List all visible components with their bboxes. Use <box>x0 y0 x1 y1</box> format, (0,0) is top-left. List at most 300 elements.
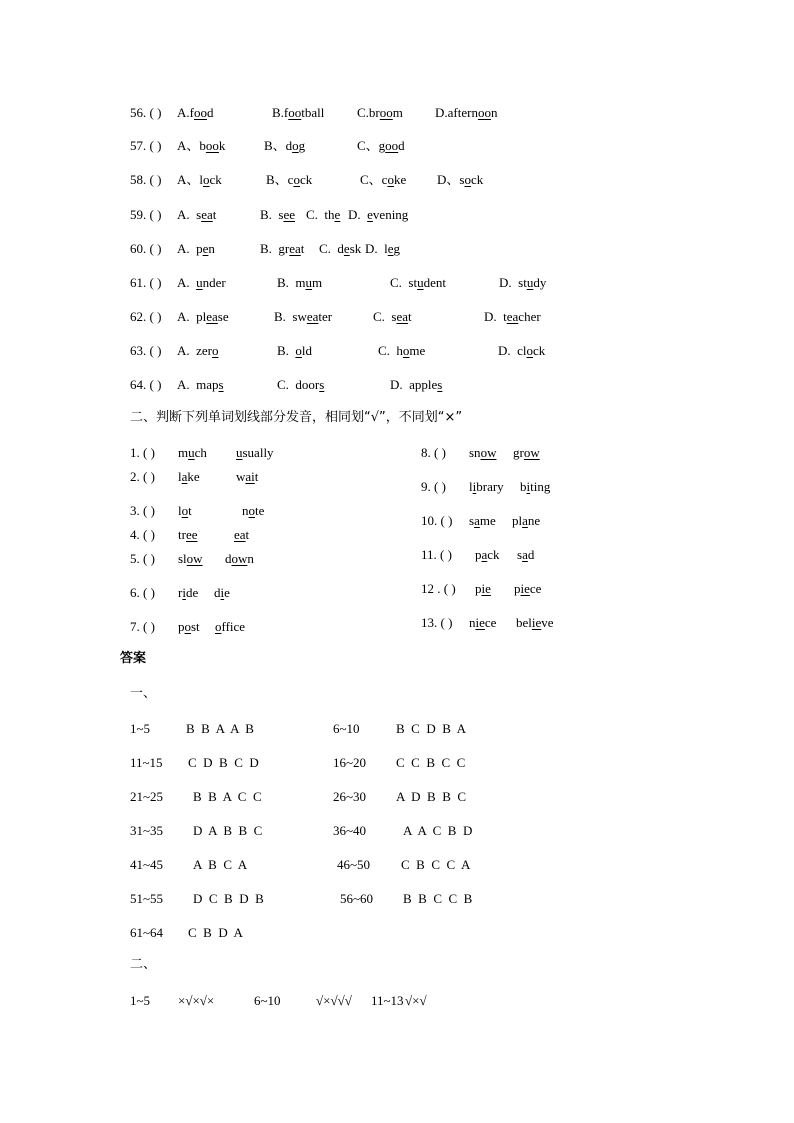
word-underlined-part: ea <box>289 241 301 256</box>
judge-word-1 <box>178 527 198 543</box>
option-text <box>390 275 446 290</box>
question-option <box>357 105 403 121</box>
option-text <box>272 105 324 120</box>
answer-keys: B B A C C <box>193 789 262 804</box>
judge-word-1 <box>469 615 496 631</box>
judge-word-2 <box>242 503 264 519</box>
judge-item-number: 8. ( ) <box>421 445 446 460</box>
word-part: d <box>527 547 535 562</box>
word-underlined-part: a <box>522 513 528 528</box>
word <box>178 527 198 542</box>
judge-word-2 <box>513 445 540 461</box>
word-part: C. d <box>319 241 344 256</box>
word-part: bel <box>516 615 532 630</box>
word-underlined-part: ie <box>481 581 491 596</box>
question-number: 63. ( ) <box>130 343 162 358</box>
word-part: ck <box>299 172 313 187</box>
question-option <box>348 207 408 223</box>
answer-keys: C B D A <box>188 925 243 940</box>
word-underlined-part: o <box>181 503 189 518</box>
word-part: p <box>475 547 482 562</box>
word-underlined-part: ea <box>306 309 319 324</box>
word-part: D. cl <box>498 343 527 358</box>
judge-item-number: 7. ( ) <box>130 619 155 634</box>
word-underlined-part: oo <box>379 105 393 120</box>
word-part: n <box>242 503 249 518</box>
word-part: ve <box>541 615 554 630</box>
word <box>242 503 264 518</box>
answer-range: 6~10 <box>254 993 281 1008</box>
word-part: ne <box>527 513 541 528</box>
judge-item-number: 6. ( ) <box>130 585 155 600</box>
word-part: te <box>255 503 265 518</box>
answer-range: 21~25 <box>130 789 164 804</box>
question-option <box>177 138 225 154</box>
word-part: C、c <box>360 172 388 187</box>
word <box>178 619 200 634</box>
word-part: A、b <box>177 138 206 153</box>
word-underlined-part: ea <box>201 207 213 222</box>
word-underlined-part: o <box>248 503 255 518</box>
word-underlined-part: oo <box>205 138 219 153</box>
word-part: gr <box>513 445 524 460</box>
word-underlined-part: u <box>188 445 195 460</box>
word <box>214 585 230 600</box>
word <box>469 513 496 528</box>
word-underlined-part: e <box>367 207 373 222</box>
question-option <box>177 377 224 393</box>
question-option <box>177 309 229 325</box>
option-text <box>177 241 215 256</box>
word <box>469 479 504 494</box>
word-part: D. <box>348 207 368 222</box>
option-text <box>306 207 340 222</box>
word <box>469 615 496 630</box>
judge-word-1 <box>178 469 200 485</box>
judge-word-1 <box>475 547 500 563</box>
answer-range: 1~5 <box>130 721 151 736</box>
answer-range: 31~35 <box>130 823 164 838</box>
word-underlined-part: e <box>334 207 341 222</box>
judge-word-1 <box>469 479 504 495</box>
word <box>178 503 192 518</box>
option-text <box>499 275 546 290</box>
question-number: 58. ( ) <box>130 172 162 187</box>
word-part: g <box>393 241 401 256</box>
question-option <box>177 343 219 359</box>
word <box>215 619 245 634</box>
word-part: sn <box>469 445 481 460</box>
word-part: ce <box>484 615 497 630</box>
answer-range: 26~30 <box>333 789 367 804</box>
answer-range: 61~64 <box>130 925 164 940</box>
word-part: C. s <box>373 309 397 324</box>
word-part: A. pl <box>177 309 207 324</box>
word-part: t <box>188 503 192 518</box>
word-part: n <box>247 551 254 566</box>
word-part: ting <box>530 479 551 494</box>
question-option <box>357 138 405 154</box>
word-part: ce <box>529 581 542 596</box>
word-underlined-part: i <box>220 585 225 600</box>
question-option <box>365 241 400 257</box>
word-underlined-part: o <box>293 172 300 187</box>
question-number: 57. ( ) <box>130 138 162 153</box>
word-part: A. p <box>177 241 203 256</box>
word <box>469 445 496 460</box>
word-underlined-part: ow <box>523 445 540 460</box>
answer-range: 11~15 <box>130 755 163 770</box>
answer-keys: A B C A <box>193 857 248 872</box>
word-part: B、c <box>266 172 294 187</box>
word-part: me <box>409 343 426 358</box>
judge-word-1 <box>178 503 192 519</box>
word-part: k <box>218 138 226 153</box>
word-underlined-part: e <box>387 241 394 256</box>
word-part: t <box>408 309 412 324</box>
word <box>178 469 200 484</box>
question-number: 56. ( ) <box>130 105 162 120</box>
word <box>516 615 554 630</box>
answers-title: 答案 <box>120 651 147 666</box>
option-text <box>348 207 408 222</box>
word-part: C. door <box>277 377 320 392</box>
word <box>234 527 249 542</box>
option-text <box>498 343 545 358</box>
option-text <box>390 377 442 392</box>
word-part: p <box>514 581 521 596</box>
word-part: A. zer <box>177 343 213 358</box>
word-part: d <box>206 105 214 120</box>
answer-keys: ×√×√× <box>178 993 215 1008</box>
word <box>178 551 203 566</box>
answer-keys: D C B D B <box>193 891 264 906</box>
word-underlined-part: o <box>402 343 410 358</box>
judge-item-number: 10. ( ) <box>421 513 453 528</box>
option-text <box>177 138 225 153</box>
judge-word-1 <box>178 619 200 635</box>
section2-title: 二、判断下列单词划线部分发音，相同划“√”，不同划“×” <box>130 410 463 425</box>
option-text <box>274 309 332 324</box>
word-underlined-part: o <box>526 343 534 358</box>
answer-keys: C B C C A <box>401 857 471 872</box>
word-part: B.f <box>272 105 289 120</box>
option-text <box>277 377 324 392</box>
question-option <box>306 207 340 223</box>
judge-word-1 <box>475 581 491 597</box>
option-text <box>177 207 216 222</box>
judge-item-number: 13. ( ) <box>421 615 453 630</box>
judge-word-2 <box>516 615 554 631</box>
word-part: A.f <box>177 105 194 120</box>
word-part: p <box>475 581 482 596</box>
word-underlined-part: ow <box>186 551 203 566</box>
word-part: A、l <box>177 172 204 187</box>
word-part: D.aftern <box>435 105 478 120</box>
word-part: C、g <box>357 138 386 153</box>
word-part: A. s <box>177 207 202 222</box>
judge-item-number: 12 . ( ) <box>421 581 456 596</box>
word-part: ck <box>487 547 500 562</box>
judge-word-2 <box>520 479 550 495</box>
option-text <box>264 138 305 153</box>
word-underlined-part: ea <box>206 309 218 324</box>
judge-word-1 <box>178 585 198 601</box>
question-option <box>260 241 304 257</box>
option-text <box>357 105 403 120</box>
option-text <box>484 309 541 324</box>
word-part: t <box>245 527 250 542</box>
word-part: ck <box>533 343 546 358</box>
word-part: se <box>217 309 229 324</box>
answer-range: 51~55 <box>130 891 164 906</box>
word-part: s <box>517 547 523 562</box>
word-underlined-part: u <box>526 275 534 290</box>
word-part: tr <box>178 527 186 542</box>
word <box>512 513 540 528</box>
word-part: b <box>520 479 527 494</box>
word-part: m <box>178 445 189 460</box>
word-underlined-part: a <box>522 547 528 562</box>
word-part: C.br <box>357 105 380 120</box>
word <box>178 445 207 460</box>
word <box>236 469 258 484</box>
word <box>475 547 500 562</box>
word-part: D. apple <box>390 377 438 392</box>
question-option <box>274 309 332 325</box>
answer-range: 16~20 <box>333 755 367 770</box>
word-part: de <box>185 585 199 600</box>
word-underlined-part: ow <box>231 551 248 566</box>
word-part: n <box>490 105 498 120</box>
word-underlined-part: o <box>464 172 471 187</box>
option-text <box>357 138 405 153</box>
word-part: me <box>479 513 496 528</box>
word-underlined-part: ea <box>506 309 519 324</box>
answer-keys: √×√√√ <box>316 993 352 1008</box>
word-underlined-part: ow <box>480 445 497 460</box>
word-underlined-part: i <box>472 479 477 494</box>
word-underlined-part: u <box>196 275 203 290</box>
word-underlined-part: oo <box>288 105 302 120</box>
word-part: D. l <box>365 241 388 256</box>
word-part: sk <box>349 241 362 256</box>
word <box>520 479 550 494</box>
answer-keys: √×√ <box>405 993 427 1008</box>
option-text <box>266 172 312 187</box>
word-part: D、s <box>437 172 465 187</box>
question-option <box>437 172 483 188</box>
word <box>513 445 540 460</box>
judge-item-number: 9. ( ) <box>421 479 446 494</box>
option-text <box>177 275 226 290</box>
word-underlined-part: s <box>437 377 443 392</box>
word-part: w <box>236 469 246 484</box>
option-text <box>319 241 361 256</box>
word-underlined-part: e <box>343 241 350 256</box>
word-underlined-part: ee <box>185 527 198 542</box>
option-text <box>378 343 425 358</box>
word-part: p <box>178 619 185 634</box>
answers-part1-label: 一、 <box>130 686 157 701</box>
word-part: C. th <box>306 207 335 222</box>
question-number: 64. ( ) <box>130 377 162 392</box>
word-underlined-part: ie <box>520 581 530 596</box>
word-part: ch <box>194 445 207 460</box>
word-part: d <box>398 138 405 153</box>
answers-part2-label: 二、 <box>130 957 157 972</box>
word-part: D. t <box>484 309 507 324</box>
word-part: C. st <box>390 275 418 290</box>
word-part: d <box>225 551 232 566</box>
question-option <box>264 138 305 154</box>
judge-word-2 <box>236 469 258 485</box>
answer-keys: D A B B C <box>193 823 263 838</box>
word-underlined-part: ai <box>245 469 255 484</box>
judge-word-1 <box>469 445 496 461</box>
word-part: r <box>178 585 183 600</box>
word-part: A. map <box>177 377 219 392</box>
option-text <box>437 172 483 187</box>
word <box>514 581 541 596</box>
word-underlined-part: ea <box>396 309 409 324</box>
word-part: B. gr <box>260 241 290 256</box>
judge-word-1 <box>469 513 496 529</box>
word-underlined-part: oo <box>193 105 207 120</box>
judge-word-2 <box>234 527 249 543</box>
option-text <box>277 343 312 358</box>
question-number: 60. ( ) <box>130 241 162 256</box>
word-part: e <box>224 585 230 600</box>
word-part: dy <box>533 275 547 290</box>
word-part: t <box>254 469 259 484</box>
judge-item-number: 4. ( ) <box>130 527 155 542</box>
answer-range: 11~13 <box>371 993 404 1008</box>
question-option <box>277 377 324 393</box>
word-part: cher <box>518 309 541 324</box>
answer-range: 36~40 <box>333 823 367 838</box>
word-part: D. st <box>499 275 527 290</box>
question-option <box>272 105 324 121</box>
word-part: B. sw <box>274 309 307 324</box>
option-text <box>360 172 406 187</box>
word-part: A. <box>177 275 197 290</box>
word-underlined-part: e <box>202 241 209 256</box>
word-part: m <box>312 275 323 290</box>
word-part: ter <box>318 309 333 324</box>
answer-keys: B B A A B <box>186 721 254 736</box>
word-underlined-part: o <box>387 172 394 187</box>
word-part: sl <box>178 551 187 566</box>
question-number: 62. ( ) <box>130 309 162 324</box>
word-part: sually <box>242 445 274 460</box>
word <box>475 581 491 596</box>
word-underlined-part: oo <box>477 105 491 120</box>
word-underlined-part: o <box>292 138 299 153</box>
word-part: l <box>178 469 182 484</box>
word-underlined-part: u <box>305 275 313 290</box>
judge-word-2 <box>514 581 541 597</box>
word <box>236 445 274 460</box>
question-option <box>260 207 295 223</box>
option-text <box>177 377 224 392</box>
word-part: C. h <box>378 343 403 358</box>
word-part: t <box>300 241 305 256</box>
word-underlined-part: o <box>212 343 219 358</box>
word-part: tball <box>301 105 325 120</box>
answer-keys: B C D B A <box>396 721 467 736</box>
word-underlined-part: a <box>181 469 188 484</box>
question-option <box>177 275 226 291</box>
word-part: ffice <box>221 619 246 634</box>
judge-item-number: 2. ( ) <box>130 469 155 484</box>
answer-range: 1~5 <box>130 993 151 1008</box>
judge-word-1 <box>178 551 203 567</box>
word-underlined-part: ie <box>475 615 485 630</box>
word <box>178 585 198 600</box>
option-text <box>373 309 412 324</box>
answer-keys: C C B C C <box>396 755 466 770</box>
judge-word-2 <box>236 445 274 461</box>
answer-keys: A A C B D <box>403 823 473 838</box>
question-option <box>390 275 446 291</box>
question-option <box>360 172 406 188</box>
answer-keys: B B C C B <box>403 891 473 906</box>
option-text <box>177 343 219 358</box>
word <box>517 547 534 562</box>
word-part: n <box>208 241 215 256</box>
word-part: s <box>469 513 475 528</box>
word-underlined-part: i <box>182 585 186 600</box>
judge-word-2 <box>517 547 534 563</box>
question-option <box>277 343 312 359</box>
judge-word-2 <box>215 619 245 635</box>
question-number: 59. ( ) <box>130 207 162 222</box>
question-option <box>177 207 216 223</box>
word-underlined-part: a <box>481 547 488 562</box>
word-part: m <box>392 105 403 120</box>
word-part: B. s <box>260 207 284 222</box>
word-part: d <box>214 585 221 600</box>
question-option <box>319 241 361 257</box>
question-number: 61. ( ) <box>130 275 162 290</box>
question-option <box>378 343 425 359</box>
option-text <box>260 207 295 222</box>
answer-range: 46~50 <box>337 857 371 872</box>
judge-word-2 <box>214 585 230 601</box>
word-underlined-part: oo <box>385 138 399 153</box>
judge-word-2 <box>225 551 254 567</box>
word-part: vening <box>372 207 409 222</box>
word-underlined-part: ie <box>531 615 542 630</box>
question-option <box>177 241 215 257</box>
judge-word-2 <box>512 513 540 529</box>
word-part: ke <box>393 172 407 187</box>
word-part: pl <box>512 513 523 528</box>
word-part: n <box>469 615 476 630</box>
word-underlined-part: u <box>236 445 243 460</box>
answer-keys: C D B C D <box>188 755 259 770</box>
word-underlined-part: o <box>215 619 222 634</box>
question-option <box>498 343 545 359</box>
word-part: t <box>212 207 217 222</box>
answer-range: 56~60 <box>340 891 374 906</box>
answer-range: 6~10 <box>333 721 360 736</box>
word-part: brary <box>476 479 504 494</box>
judge-word-1 <box>178 445 207 461</box>
option-text <box>177 309 229 324</box>
word-underlined-part: o <box>295 343 302 358</box>
